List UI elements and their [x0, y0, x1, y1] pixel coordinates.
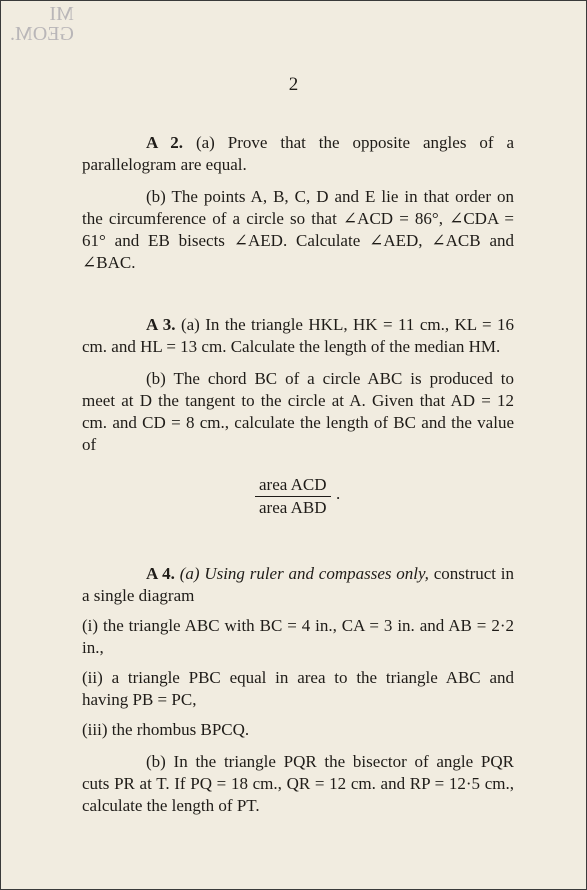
question-a4-part-b: (b) In the triangle PQR the bisector of angle PQR cuts PR at T. If PQ = 18 cm., QR = 12 cm. and RP = 12·5 cm., calculate the length of PT.: [82, 752, 514, 815]
area-ratio-fraction: [255, 474, 331, 519]
question-a4-part-a: A 4. (a) Using ruler and compasses only, construct in a single diagram: [82, 564, 515, 605]
show-through-text: MI GEOM.: [10, 3, 74, 45]
page-number: 2: [288, 74, 299, 95]
question-a4-item-i: (i) the triangle ABC with BC = 4 in., CA = 3 in. and AB = 2·2 in.,: [82, 616, 514, 657]
question-a3: [82, 314, 514, 456]
question-a2-part-b: (b) The points A, B, C, D and E lie in that order on the circumference of a circle so that ∠ACD = 86°, ∠CDA = 61° and EB bisects ∠AED. Calculate ∠AED, ∠ACB and ∠BAC.: [82, 187, 514, 272]
question-a2: [82, 132, 514, 274]
fraction-denominator: area ABD: [259, 498, 327, 517]
question-a4-item-iii: (iii) the rhombus BPCQ.: [82, 720, 250, 739]
question-a3-part-b: (b) The chord BC of a circle ABC is produced to meet at D the tangent to the circle at A. Given that AD = 12 cm. and CD = 8 cm., calculate the length of BC and the value of: [82, 369, 514, 454]
question-a2-part-a: A 2. (a) Prove that the opposite angles of a parallelogram are equal.: [82, 133, 515, 174]
fraction-numerator: area ACD: [255, 474, 331, 497]
fraction-end: .: [336, 484, 341, 503]
question-a4: [82, 563, 514, 817]
question-a4-item-ii: (ii) a triangle PBC equal in area to the triangle ABC and having PB = PC,: [82, 668, 514, 709]
question-a3-part-a: A 3. (a) In the triangle HKL, HK = 11 cm., KL = 16 cm. and HL = 13 cm. Calculate the length of the median HM.: [82, 315, 515, 356]
